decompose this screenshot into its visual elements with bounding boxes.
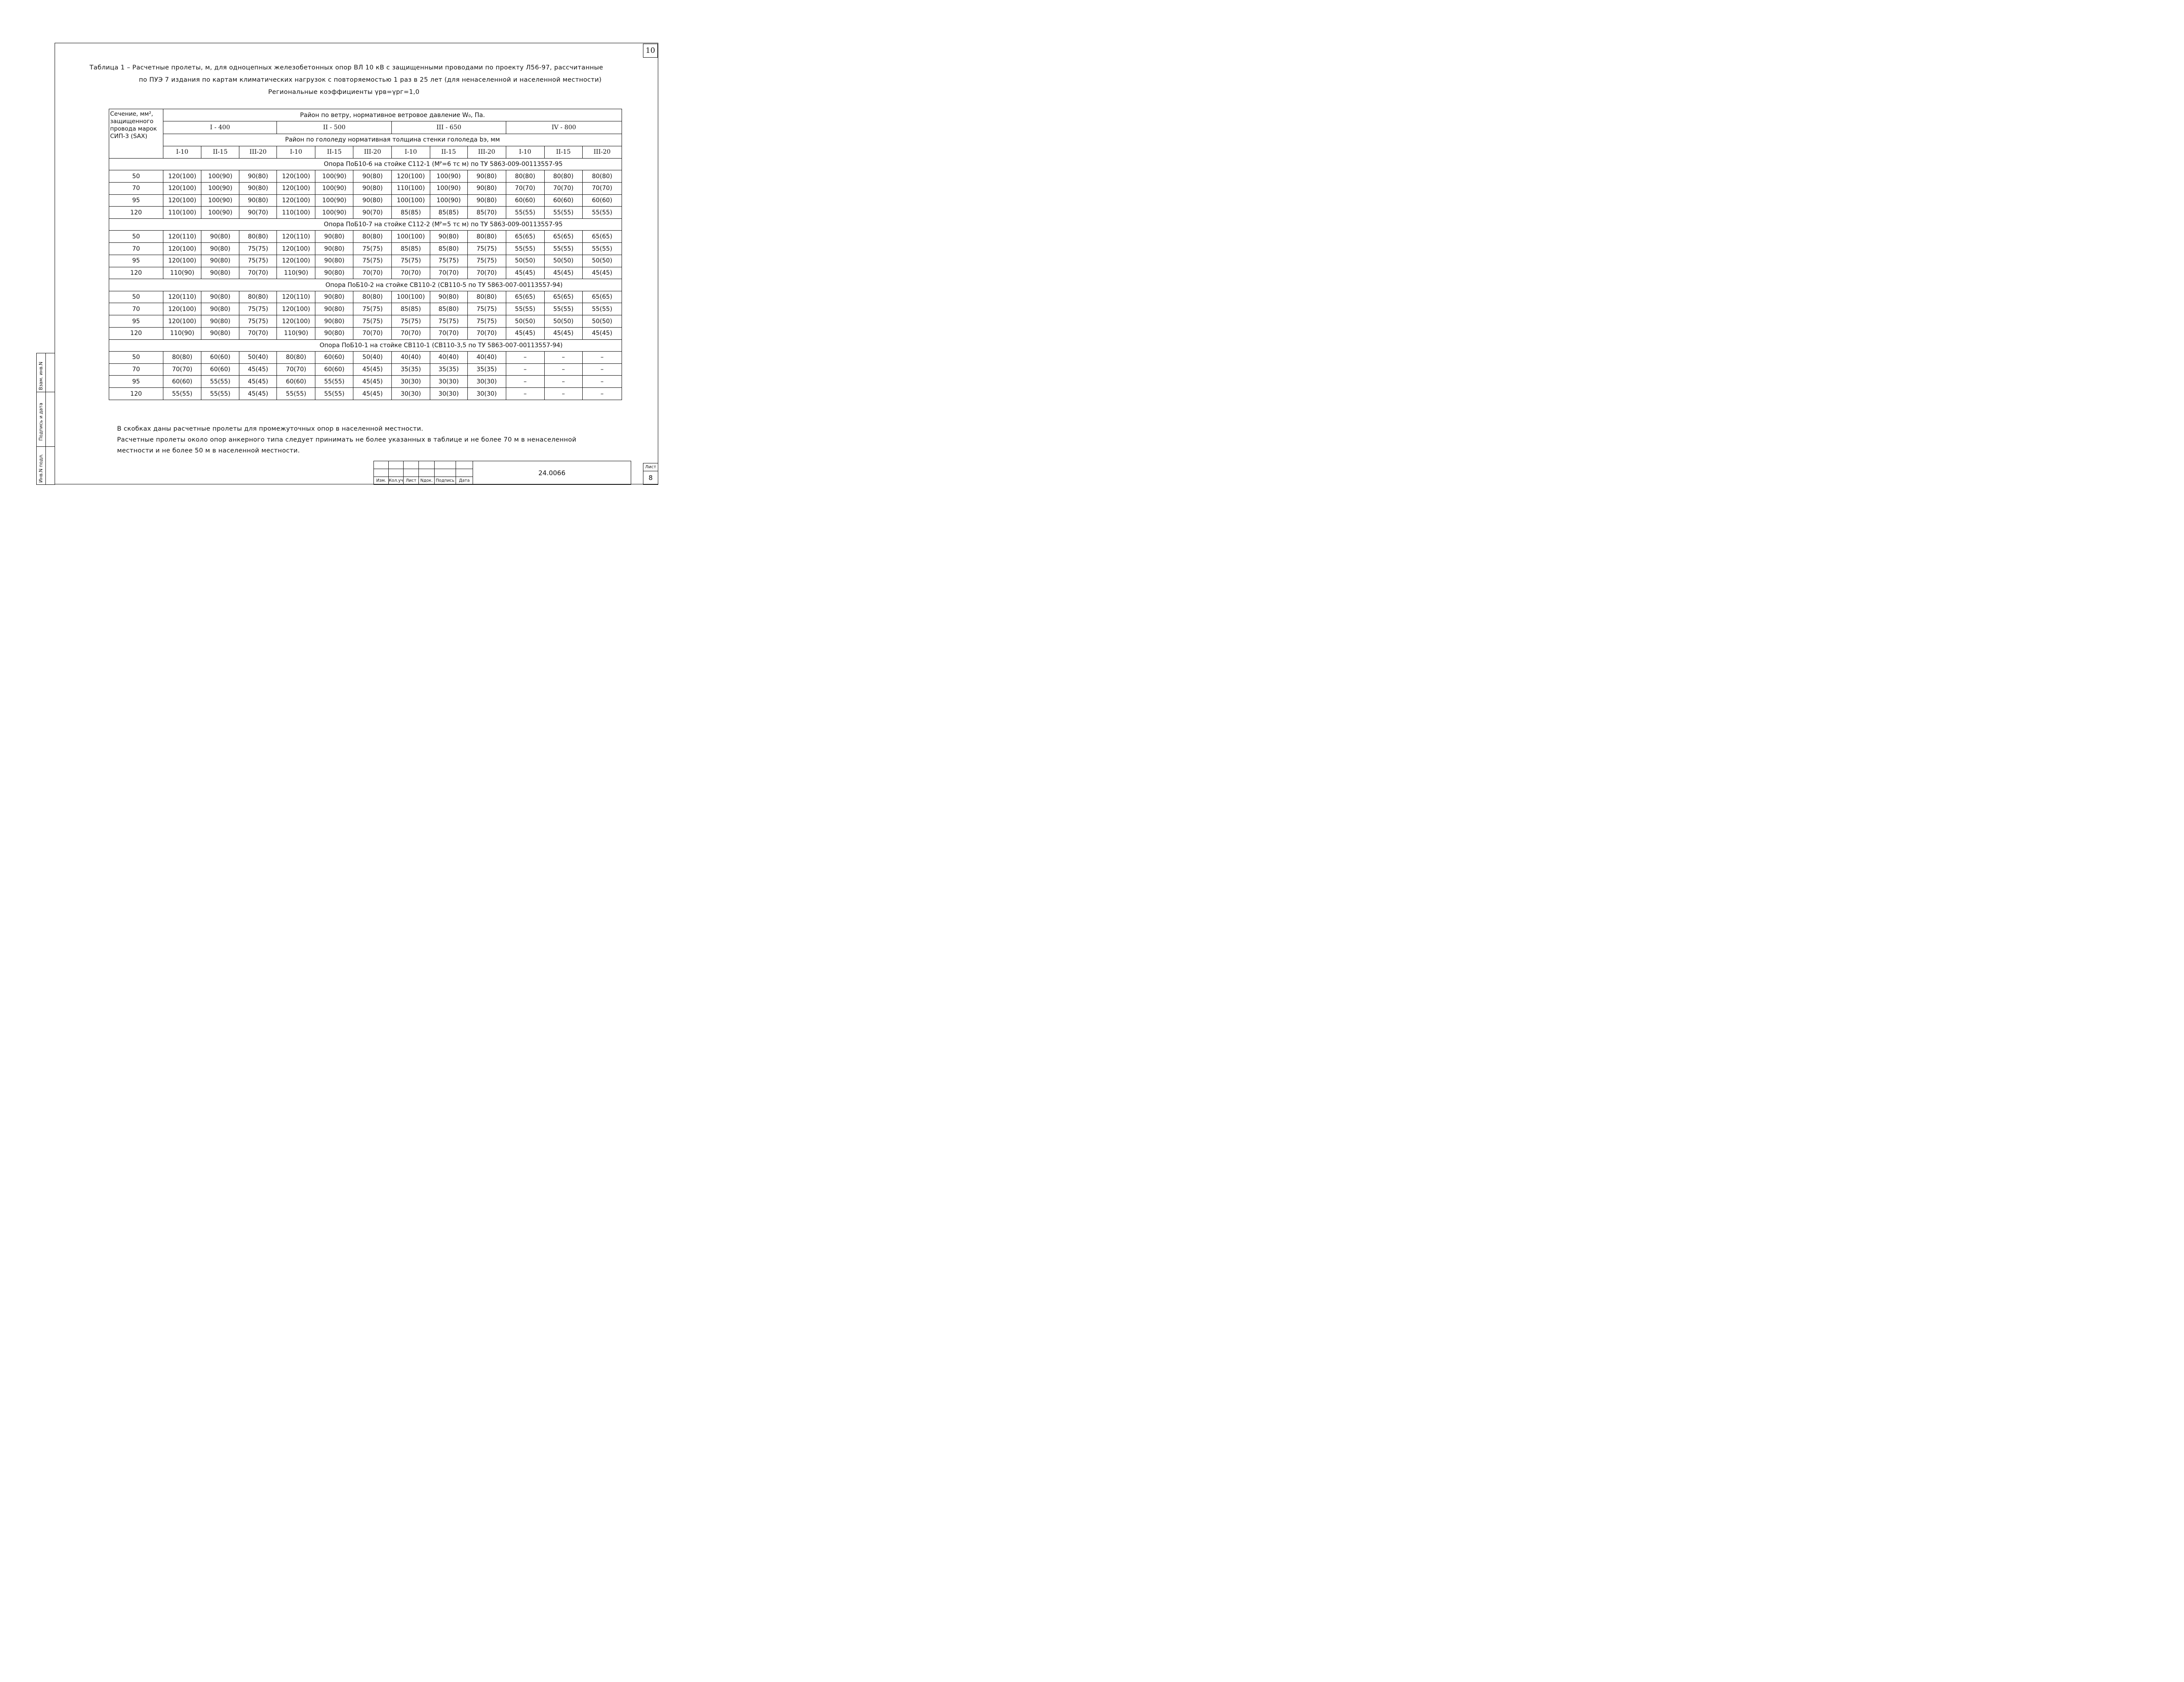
- span-value-cell: 85(85): [430, 207, 467, 219]
- span-value-cell: 45(45): [506, 267, 544, 279]
- span-value-cell: 65(65): [506, 291, 544, 303]
- span-value-cell: 55(55): [201, 376, 239, 388]
- ice-region-cell: III-20: [467, 146, 506, 158]
- span-value-cell: 35(35): [467, 363, 506, 376]
- span-value-cell: 55(55): [582, 243, 622, 255]
- span-value-cell: 90(80): [239, 170, 277, 183]
- ice-region-cell: III-20: [582, 146, 622, 158]
- span-value-cell: 50(50): [544, 315, 582, 328]
- span-value-cell: 100(90): [201, 170, 239, 183]
- span-value-cell: 90(80): [201, 291, 239, 303]
- span-value-cell: 85(85): [392, 243, 430, 255]
- span-value-cell: 110(90): [277, 267, 315, 279]
- wire-section-cell: 120: [109, 267, 163, 279]
- span-value-cell: 75(75): [353, 303, 392, 315]
- span-value-cell: 85(85): [392, 303, 430, 315]
- ice-header: Район по гололеду нормативная толщина стенки гололеда bэ, мм: [163, 134, 622, 146]
- side-stamp: [36, 353, 55, 485]
- span-value-cell: –: [544, 376, 582, 388]
- span-value-cell: 120(110): [277, 231, 315, 243]
- span-value-cell: 90(80): [239, 194, 277, 207]
- span-value-cell: 120(110): [277, 291, 315, 303]
- span-value-cell: 60(60): [163, 376, 201, 388]
- span-value-cell: 55(55): [201, 388, 239, 400]
- span-value-cell: 100(90): [201, 182, 239, 194]
- span-value-cell: 75(75): [239, 315, 277, 328]
- wire-section-cell: 50: [109, 231, 163, 243]
- support-section-title: Опора ПоБ10-6 на стойке С112-1 (Мᴾ=6 тс м) по ТУ 5863-009-00113557-95: [109, 159, 622, 170]
- span-value-cell: 60(60): [506, 194, 544, 207]
- span-value-cell: 30(30): [430, 388, 467, 400]
- span-value-cell: 50(50): [506, 315, 544, 328]
- span-value-cell: 80(80): [506, 170, 544, 183]
- span-value-cell: 110(100): [277, 207, 315, 219]
- span-value-cell: 85(70): [467, 207, 506, 219]
- span-value-cell: 30(30): [392, 388, 430, 400]
- span-value-cell: 75(75): [467, 303, 506, 315]
- span-value-cell: 50(50): [544, 255, 582, 267]
- span-value-cell: 100(100): [392, 194, 430, 207]
- span-value-cell: 50(40): [239, 351, 277, 363]
- ice-region-cell: II-15: [544, 146, 582, 158]
- span-value-cell: 90(80): [430, 291, 467, 303]
- span-value-cell: 90(80): [353, 194, 392, 207]
- span-value-cell: 75(75): [353, 315, 392, 328]
- span-value-cell: 70(70): [277, 363, 315, 376]
- span-value-cell: 75(75): [467, 255, 506, 267]
- table-row: [109, 207, 622, 219]
- span-value-cell: 100(100): [392, 231, 430, 243]
- support-section-title-row: [109, 219, 622, 231]
- table-row: [109, 376, 622, 388]
- span-value-cell: 80(80): [353, 231, 392, 243]
- span-value-cell: 120(100): [163, 315, 201, 328]
- table-row: [109, 243, 622, 255]
- side-label-replace: Взам. инв.N: [38, 362, 44, 390]
- span-value-cell: 120(100): [163, 255, 201, 267]
- wind-region-2: II - 500: [277, 121, 392, 134]
- span-value-cell: –: [506, 388, 544, 400]
- span-value-cell: 100(90): [315, 194, 353, 207]
- span-value-cell: 90(80): [201, 267, 239, 279]
- span-value-cell: 120(100): [163, 243, 201, 255]
- span-value-cell: 80(80): [467, 291, 506, 303]
- span-value-cell: 70(70): [582, 182, 622, 194]
- span-value-cell: –: [582, 376, 622, 388]
- sheet-label: Лист: [643, 463, 658, 471]
- span-value-cell: 70(70): [430, 327, 467, 339]
- span-value-cell: 55(55): [544, 243, 582, 255]
- span-value-cell: 90(80): [353, 170, 392, 183]
- span-value-cell: 35(35): [430, 363, 467, 376]
- span-value-cell: 30(30): [392, 376, 430, 388]
- table-row: [109, 363, 622, 376]
- span-value-cell: 55(55): [506, 243, 544, 255]
- span-value-cell: 100(90): [315, 207, 353, 219]
- sheet-value: 8: [648, 474, 653, 482]
- span-value-cell: 85(80): [430, 243, 467, 255]
- span-value-cell: 70(70): [544, 182, 582, 194]
- span-value-cell: 100(90): [201, 194, 239, 207]
- span-value-cell: 75(75): [430, 315, 467, 328]
- span-value-cell: –: [506, 351, 544, 363]
- span-value-cell: 45(45): [582, 267, 622, 279]
- span-value-cell: –: [582, 388, 622, 400]
- table-row: [109, 194, 622, 207]
- span-value-cell: 80(80): [277, 351, 315, 363]
- span-value-cell: 65(65): [582, 291, 622, 303]
- span-value-cell: 90(80): [467, 194, 506, 207]
- span-value-cell: 100(90): [315, 170, 353, 183]
- span-value-cell: 30(30): [467, 376, 506, 388]
- span-value-cell: 45(45): [506, 327, 544, 339]
- span-value-cell: 90(80): [201, 315, 239, 328]
- table-row: [109, 255, 622, 267]
- span-value-cell: 55(55): [277, 388, 315, 400]
- span-value-cell: 90(80): [430, 231, 467, 243]
- span-value-cell: 60(60): [201, 351, 239, 363]
- support-section-title: Опора ПоБ10-7 на стойке С112-2 (Мᴾ=5 тс м) по ТУ 5863-009-00113557-95: [109, 219, 622, 231]
- wind-region-3: III - 650: [392, 121, 506, 134]
- span-value-cell: 120(100): [163, 170, 201, 183]
- span-value-cell: –: [544, 388, 582, 400]
- span-value-cell: 80(80): [467, 231, 506, 243]
- span-value-cell: 90(80): [315, 291, 353, 303]
- span-value-cell: 40(40): [467, 351, 506, 363]
- span-value-cell: 65(65): [582, 231, 622, 243]
- table-row: [109, 327, 622, 339]
- support-section-title: Опора ПоБ10-1 на стойке СВ110-1 (СВ110-3,5 по ТУ 5863-007-00113557-94): [109, 339, 622, 351]
- span-value-cell: 65(65): [544, 231, 582, 243]
- span-value-cell: 45(45): [239, 363, 277, 376]
- span-value-cell: 60(60): [315, 363, 353, 376]
- wire-section-cell: 50: [109, 291, 163, 303]
- span-value-cell: 55(55): [582, 303, 622, 315]
- span-value-cell: 90(80): [315, 231, 353, 243]
- span-value-cell: 90(80): [315, 267, 353, 279]
- span-value-cell: 60(60): [201, 363, 239, 376]
- span-value-cell: 75(75): [430, 255, 467, 267]
- ice-region-cell: I-10: [163, 146, 201, 158]
- span-value-cell: 45(45): [582, 327, 622, 339]
- span-value-cell: 90(80): [467, 170, 506, 183]
- span-value-cell: 120(110): [163, 291, 201, 303]
- span-value-cell: 70(70): [392, 267, 430, 279]
- span-value-cell: –: [506, 376, 544, 388]
- span-value-cell: 120(110): [163, 231, 201, 243]
- span-value-cell: 110(90): [163, 327, 201, 339]
- wind-region-4: IV - 800: [506, 121, 622, 134]
- span-value-cell: 120(100): [277, 194, 315, 207]
- support-section-title-row: [109, 339, 622, 351]
- table-row: [109, 315, 622, 328]
- wind-header: Район по ветру, нормативное ветровое давление W₀, Па.: [163, 109, 622, 121]
- wire-section-cell: 120: [109, 207, 163, 219]
- span-value-cell: 45(45): [544, 267, 582, 279]
- stamp-column-label: Лист: [404, 477, 419, 485]
- span-value-cell: 120(100): [277, 255, 315, 267]
- note-1: В скобках даны расчетные пролеты для промежуточных опор в населенной местности.: [117, 425, 424, 432]
- span-value-cell: 100(90): [315, 182, 353, 194]
- span-value-cell: 45(45): [353, 376, 392, 388]
- ice-region-cell: II-15: [315, 146, 353, 158]
- span-value-cell: 45(45): [239, 376, 277, 388]
- ice-region-cell: II-15: [430, 146, 467, 158]
- span-value-cell: 45(45): [353, 388, 392, 400]
- span-value-cell: 50(50): [506, 255, 544, 267]
- wire-section-cell: 95: [109, 255, 163, 267]
- note-3: местности и не более 50 м в населенной местности.: [117, 447, 300, 454]
- span-value-cell: 50(50): [582, 315, 622, 328]
- span-value-cell: 85(85): [392, 207, 430, 219]
- span-value-cell: 30(30): [467, 388, 506, 400]
- span-value-cell: 40(40): [430, 351, 467, 363]
- span-value-cell: 70(70): [163, 363, 201, 376]
- stamp-column-label: Кол.уч: [389, 477, 404, 485]
- stamp-column-label: Nдок.: [419, 477, 435, 485]
- span-value-cell: 90(80): [201, 327, 239, 339]
- span-value-cell: 80(80): [353, 291, 392, 303]
- table-row: [109, 231, 622, 243]
- stamp-column-label: Дата: [456, 477, 473, 485]
- span-value-cell: –: [506, 363, 544, 376]
- span-value-cell: 100(90): [201, 207, 239, 219]
- sheet-box: [643, 463, 658, 485]
- span-value-cell: 75(75): [239, 255, 277, 267]
- span-value-cell: 80(80): [239, 291, 277, 303]
- span-value-cell: 75(75): [392, 315, 430, 328]
- sheet-number: 10: [643, 44, 658, 58]
- span-value-cell: 70(70): [506, 182, 544, 194]
- span-value-cell: 90(80): [239, 182, 277, 194]
- span-value-cell: 55(55): [506, 303, 544, 315]
- title-block: [373, 461, 658, 485]
- span-value-cell: 80(80): [239, 231, 277, 243]
- span-value-cell: 90(80): [315, 243, 353, 255]
- wire-section-cell: 50: [109, 351, 163, 363]
- table-caption-line3: Региональные коэффициенты γрв=γрг=1,0: [268, 89, 420, 96]
- span-value-cell: 110(100): [163, 207, 201, 219]
- span-value-cell: 80(80): [544, 170, 582, 183]
- span-value-cell: 75(75): [467, 243, 506, 255]
- span-value-cell: 70(70): [239, 267, 277, 279]
- ice-region-cell: III-20: [239, 146, 277, 158]
- span-value-cell: 90(70): [353, 207, 392, 219]
- span-value-cell: 70(70): [392, 327, 430, 339]
- span-value-cell: 110(90): [277, 327, 315, 339]
- span-value-cell: 90(80): [315, 303, 353, 315]
- corner-header: Сечение, мм², защищенного провода марок СИП-3 (SAX): [109, 109, 163, 159]
- span-value-cell: 55(55): [315, 376, 353, 388]
- span-value-cell: 120(100): [163, 182, 201, 194]
- side-label-signature: Подпись и дата: [38, 403, 44, 441]
- span-value-cell: 55(55): [544, 303, 582, 315]
- span-value-cell: 70(70): [239, 327, 277, 339]
- span-value-cell: 65(65): [544, 291, 582, 303]
- span-value-cell: 120(100): [277, 303, 315, 315]
- table-row: [109, 182, 622, 194]
- span-value-cell: 55(55): [582, 207, 622, 219]
- span-value-cell: 70(70): [430, 267, 467, 279]
- span-value-cell: 100(90): [430, 170, 467, 183]
- wire-section-cell: 70: [109, 363, 163, 376]
- note-2: Расчетные пролеты около опор анкерного типа следует принимать не более указанных в таблице и не более 70 м в ненаселенной: [117, 436, 577, 443]
- table-row: [109, 291, 622, 303]
- stamp-column-label: Изм.: [374, 477, 389, 485]
- span-value-cell: 120(100): [277, 243, 315, 255]
- span-value-cell: 75(75): [353, 255, 392, 267]
- span-value-cell: 75(75): [467, 315, 506, 328]
- span-value-cell: 60(60): [315, 351, 353, 363]
- span-value-cell: 40(40): [392, 351, 430, 363]
- table-row: [109, 303, 622, 315]
- span-value-cell: 80(80): [163, 351, 201, 363]
- span-value-cell: 85(80): [430, 303, 467, 315]
- span-value-cell: 120(100): [277, 170, 315, 183]
- span-value-cell: –: [544, 351, 582, 363]
- support-section-title-row: [109, 279, 622, 291]
- span-value-cell: 60(60): [582, 194, 622, 207]
- document-code: 24.0066: [473, 461, 631, 485]
- wire-section-cell: 95: [109, 376, 163, 388]
- span-value-cell: 100(90): [430, 182, 467, 194]
- span-value-cell: 120(100): [277, 315, 315, 328]
- span-value-cell: 55(55): [506, 207, 544, 219]
- span-value-cell: 90(80): [201, 231, 239, 243]
- table-caption-line1: Таблица 1 – Расчетные пролеты, м, для одноцепных железобетонных опор ВЛ 10 кВ с защищенными проводами по проекту Л56-97, рассчитанные: [90, 64, 603, 71]
- ice-region-cell: II-15: [201, 146, 239, 158]
- span-value-cell: –: [582, 351, 622, 363]
- wire-section-cell: 120: [109, 327, 163, 339]
- support-section-title: Опора ПоБ10-2 на стойке СВ110-2 (СВ110-5 по ТУ 5863-007-00113557-94): [109, 279, 622, 291]
- span-value-cell: –: [582, 363, 622, 376]
- span-value-cell: 55(55): [163, 388, 201, 400]
- span-value-cell: 70(70): [467, 327, 506, 339]
- span-value-cell: 60(60): [544, 194, 582, 207]
- ice-region-cell: I-10: [506, 146, 544, 158]
- span-value-cell: 80(80): [582, 170, 622, 183]
- wire-section-cell: 95: [109, 315, 163, 328]
- wire-section-cell: 120: [109, 388, 163, 400]
- spans-table: [109, 109, 622, 400]
- wire-section-cell: 50: [109, 170, 163, 183]
- span-value-cell: 120(100): [163, 303, 201, 315]
- span-value-cell: 70(70): [353, 267, 392, 279]
- span-value-cell: 120(100): [163, 194, 201, 207]
- span-value-cell: 45(45): [353, 363, 392, 376]
- span-value-cell: 45(45): [544, 327, 582, 339]
- span-value-cell: 65(65): [506, 231, 544, 243]
- span-value-cell: –: [544, 363, 582, 376]
- span-value-cell: 100(100): [392, 291, 430, 303]
- span-value-cell: 30(30): [430, 376, 467, 388]
- wire-section-cell: 70: [109, 303, 163, 315]
- span-value-cell: 70(70): [467, 267, 506, 279]
- span-value-cell: 110(90): [163, 267, 201, 279]
- span-value-cell: 120(100): [277, 182, 315, 194]
- span-value-cell: 70(70): [353, 327, 392, 339]
- span-value-cell: 55(55): [315, 388, 353, 400]
- table-row: [109, 388, 622, 400]
- span-value-cell: 90(80): [353, 182, 392, 194]
- wind-region-1: I - 400: [163, 121, 277, 134]
- table-caption-line2: по ПУЭ 7 издания по картам климатических нагрузок с повторяемостью 1 раз в 25 лет (для ненаселенной и населенной местности): [139, 76, 602, 83]
- span-value-cell: 90(80): [201, 243, 239, 255]
- span-value-cell: 90(80): [315, 255, 353, 267]
- span-value-cell: 90(80): [201, 303, 239, 315]
- span-value-cell: 90(80): [201, 255, 239, 267]
- span-value-cell: 45(45): [239, 388, 277, 400]
- span-value-cell: 50(40): [353, 351, 392, 363]
- span-value-cell: 90(80): [315, 327, 353, 339]
- revision-grid: [373, 461, 473, 485]
- span-value-cell: 60(60): [277, 376, 315, 388]
- side-label-inventory: Инв.N подл.: [38, 453, 44, 483]
- span-value-cell: 75(75): [353, 243, 392, 255]
- ice-region-cell: III-20: [353, 146, 392, 158]
- table-row: [109, 170, 622, 183]
- span-value-cell: 75(75): [239, 303, 277, 315]
- span-value-cell: 50(50): [582, 255, 622, 267]
- table-row: [109, 267, 622, 279]
- span-value-cell: 35(35): [392, 363, 430, 376]
- ice-region-cell: I-10: [392, 146, 430, 158]
- table-row: [109, 351, 622, 363]
- wire-section-cell: 70: [109, 243, 163, 255]
- span-value-cell: 75(75): [239, 243, 277, 255]
- span-value-cell: 110(100): [392, 182, 430, 194]
- span-value-cell: 90(80): [315, 315, 353, 328]
- span-value-cell: 75(75): [392, 255, 430, 267]
- ice-region-cell: I-10: [277, 146, 315, 158]
- span-value-cell: 90(80): [467, 182, 506, 194]
- support-section-title-row: [109, 159, 622, 170]
- wire-section-cell: 70: [109, 182, 163, 194]
- stamp-column-label: Подпись: [435, 477, 456, 485]
- wire-section-cell: 95: [109, 194, 163, 207]
- span-value-cell: 100(90): [430, 194, 467, 207]
- span-value-cell: 55(55): [544, 207, 582, 219]
- span-value-cell: 90(70): [239, 207, 277, 219]
- span-value-cell: 120(100): [392, 170, 430, 183]
